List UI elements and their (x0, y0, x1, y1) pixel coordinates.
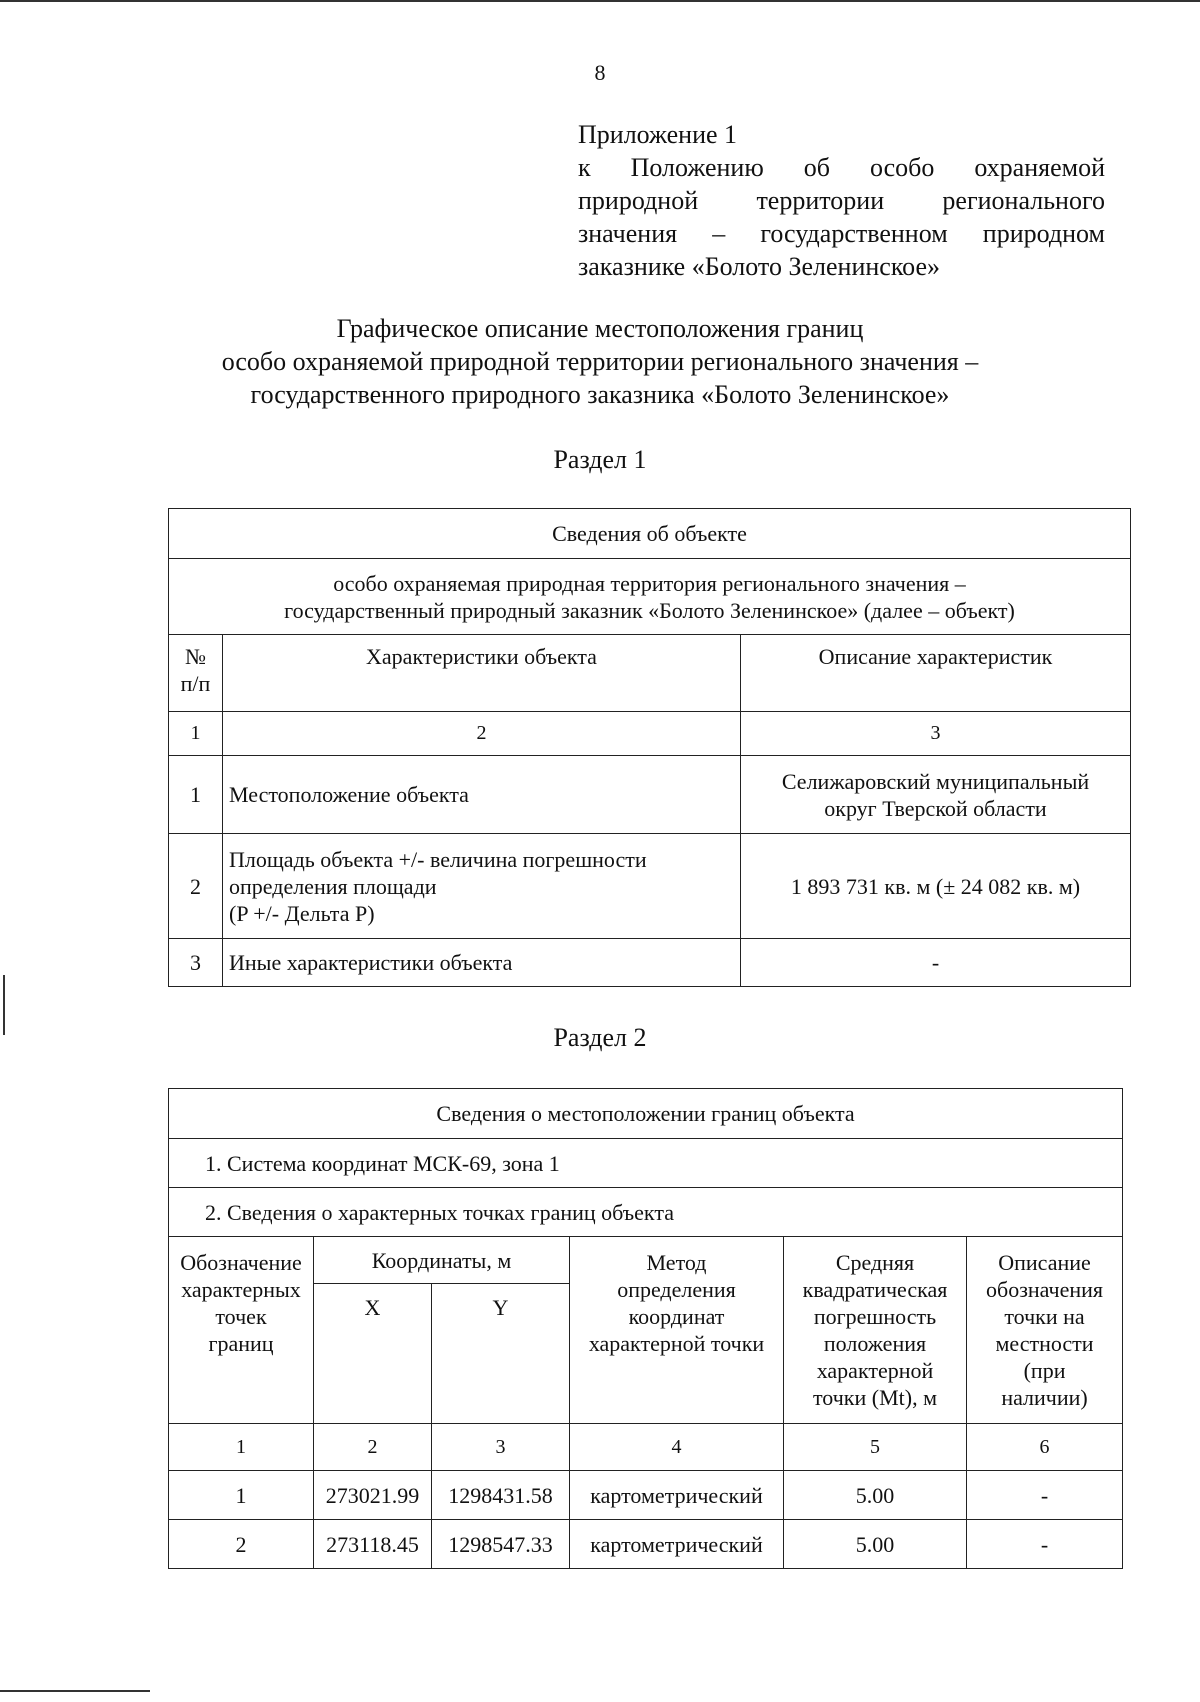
object-info-table (168, 508, 1131, 987)
characteristic-line: Площадь объекта +/- величина погрешности (229, 846, 647, 872)
header-line: Метод (646, 1250, 707, 1275)
header-line: характерных (181, 1277, 301, 1302)
method-value: картометрический (570, 1520, 784, 1569)
y-value: 1298547.33 (432, 1520, 570, 1569)
header-line: характерной (816, 1358, 934, 1383)
header-line: определения (617, 1277, 736, 1302)
characteristic-cell (223, 939, 741, 987)
section-2-title: Раздел 2 (553, 1023, 647, 1052)
header-line: (при (1023, 1358, 1066, 1383)
mt-value: 5.00 (784, 1520, 967, 1569)
header-characteristics: Характеристики объекта (223, 635, 741, 712)
x-value: 273021.99 (314, 1471, 432, 1520)
header-num-line: п/п (180, 671, 211, 696)
header-description: Описание характеристик (741, 635, 1131, 712)
header-x: X (314, 1284, 432, 1424)
column-number: 3 (741, 712, 1131, 756)
characteristic-cell (223, 834, 741, 939)
header-line: наличии) (1001, 1385, 1088, 1410)
header-line: квадратическая (802, 1277, 948, 1302)
description-line: - (931, 950, 940, 975)
point-number: 2 (169, 1520, 314, 1569)
x-value: 273118.45 (314, 1520, 432, 1569)
table-row (169, 1520, 1123, 1569)
description-line: 1 893 731 кв. м (± 24 082 кв. м) (790, 873, 1081, 899)
header-line: точки (Mt), м (812, 1385, 938, 1410)
points-title: 2. Сведения о характерных точках границ объекта (169, 1188, 1123, 1237)
header-line: местности (995, 1331, 1094, 1356)
header-line: точек (215, 1304, 267, 1329)
appendix-block (578, 118, 1105, 283)
header-method (570, 1237, 784, 1424)
table-title: Сведения об объекте (169, 509, 1131, 559)
column-number: 5 (784, 1424, 967, 1471)
heading-line: Графическое описание местоположения границ (336, 314, 864, 343)
description-cell (741, 939, 1131, 987)
document-heading (0, 312, 1200, 411)
page-number: 8 (594, 60, 606, 85)
header-y: Y (432, 1284, 570, 1424)
header-designation (169, 1237, 314, 1424)
header-num-line: № (185, 644, 206, 669)
header-line: границ (208, 1331, 274, 1356)
coordinate-system: 1. Система координат МСК-69, зона 1 (169, 1139, 1123, 1188)
description-line: округ Тверской области (824, 795, 1047, 821)
heading-line: особо охраняемой природной территории регионального значения – (221, 347, 979, 376)
header-line: Средняя (835, 1250, 915, 1275)
scan-top-edge (0, 0, 1200, 2)
row-number: 1 (169, 756, 223, 834)
boundary-points-table (168, 1088, 1123, 1569)
description-line: Селижаровский муниципальный (781, 768, 1090, 794)
row-number: 2 (169, 834, 223, 939)
y-value: 1298431.58 (432, 1471, 570, 1520)
column-number: 6 (967, 1424, 1123, 1471)
characteristic-line: (P +/- Дельта P) (229, 900, 375, 926)
characteristic-line: определения площади (229, 873, 437, 899)
characteristic-line: Местоположение объекта (229, 782, 469, 807)
appendix-line: заказнике «Болото Зеленинское» (578, 252, 940, 281)
object-name-line: государственный природный заказник «Болото Зеленинское» (далее – объект) (284, 597, 1015, 623)
header-coordinates: Координаты, м (314, 1237, 570, 1284)
header-line: погрешность (813, 1304, 937, 1329)
section-1-title: Раздел 1 (553, 445, 647, 474)
point-description: - (967, 1471, 1123, 1520)
header-point-description (967, 1237, 1123, 1424)
object-name-line: особо охраняемая природная территория регионального значения – (333, 570, 966, 596)
object-name-cell (169, 559, 1131, 635)
appendix-line: значения – государственном природном (578, 219, 1105, 248)
header-line: обозначения (986, 1277, 1104, 1302)
row-number: 3 (169, 939, 223, 987)
column-number: 3 (432, 1424, 570, 1471)
appendix-line: к Положению об особо охраняемой (578, 153, 1105, 182)
header-line: положения (823, 1331, 927, 1356)
header-line: характерной точки (588, 1331, 765, 1356)
description-cell (741, 834, 1131, 939)
characteristic-cell (223, 756, 741, 834)
scan-left-mark (3, 975, 5, 1035)
header-line: точки на (1004, 1304, 1085, 1329)
column-number: 4 (570, 1424, 784, 1471)
method-value: картометрический (570, 1471, 784, 1520)
point-description: - (967, 1520, 1123, 1569)
header-num (169, 635, 223, 712)
heading-line: государственного природного заказника «Болото Зеленинское» (250, 380, 950, 409)
table-title: Сведения о местоположении границ объекта (169, 1089, 1123, 1139)
characteristic-line: Иные характеристики объекта (229, 950, 513, 975)
header-line: Описание (998, 1250, 1091, 1275)
header-error (784, 1237, 967, 1424)
header-line: Обозначение (180, 1250, 302, 1275)
appendix-line: природной территории регионального (578, 186, 1105, 215)
table-row (169, 1471, 1123, 1520)
appendix-title: Приложение 1 (578, 120, 738, 149)
column-number: 2 (223, 712, 741, 756)
mt-value: 5.00 (784, 1471, 967, 1520)
column-number: 2 (314, 1424, 432, 1471)
header-line: координат (628, 1304, 725, 1329)
column-number: 1 (169, 712, 223, 756)
column-number: 1 (169, 1424, 314, 1471)
scan-bottom-mark (0, 1690, 150, 1692)
description-cell (741, 756, 1131, 834)
point-number: 1 (169, 1471, 314, 1520)
